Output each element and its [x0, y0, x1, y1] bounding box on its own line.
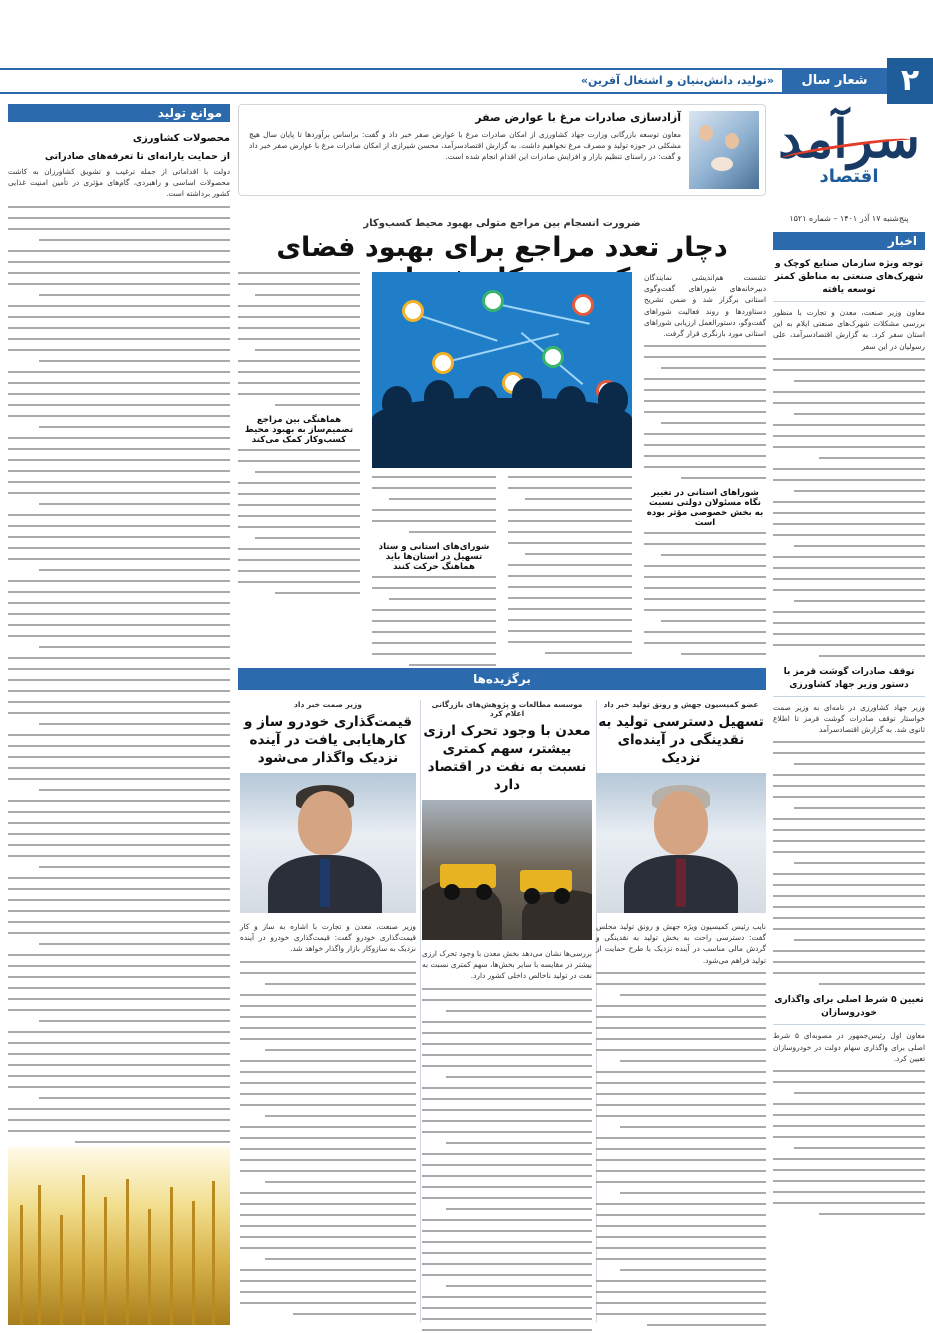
text-lines [773, 741, 925, 985]
text-lines [8, 206, 230, 1143]
lead-story-title[interactable]: آزادسازی صادرات مرغ با عوارض صفر [475, 111, 681, 124]
column-header: موانع تولید [8, 104, 230, 122]
pick-story[interactable] [596, 700, 766, 1322]
pick-lead: بررسی‌ها نشان می‌دهد بخش معدن با وجود تحرک ارزی بیشتر در مقایسه با سایر بخش‌ها، سهم کمتری نسبت به نفت در تولید ناخالص داخلی کشور دارد. [422, 949, 592, 981]
news-column [773, 232, 925, 1325]
main-kicker: ضرورت انسجام بین مراجع متولی بهبود محیط کسب‌وکار [363, 218, 641, 229]
article-subhead: هماهنگی بین مراجع تصمیم‌ساز به بهبود محیط کسب‌وکار کمک می‌کند [244, 415, 354, 445]
news-column-header: اخبار [773, 232, 925, 250]
news-item[interactable] [773, 994, 925, 1215]
page-number: ۲ [887, 58, 933, 104]
pick-source: عضو کمیسیون جهش و رونق تولید خبر داد [603, 700, 759, 709]
text-lines [508, 476, 632, 654]
poultry-factory-photo [689, 111, 759, 189]
article-column [508, 476, 632, 663]
news-item-title[interactable]: تعیین ۵ شرط اصلی برای واگذاری خودروسازان [773, 994, 925, 1025]
lead-story-box[interactable] [238, 104, 766, 196]
text-lines [644, 532, 766, 655]
pick-title[interactable]: معدن با وجود تحرک ارزی بیشتر، سهم کمتری نسبت به نفت در اقتصاد دارد [423, 723, 591, 793]
logo-main-text: سرآمد [778, 109, 920, 170]
text-lines [372, 576, 496, 666]
text-lines [773, 358, 925, 657]
slogan: «تولید، دانش‌بنیان و اشتغال آفرین» [0, 68, 782, 94]
minister-portrait-photo [240, 773, 416, 913]
news-item[interactable] [773, 258, 925, 657]
text-lines [596, 972, 766, 1326]
official-portrait-photo [596, 773, 766, 913]
pick-title[interactable]: تسهیل دسترسی تولید به نقدینگی در آینده‌ای نزدیک [598, 714, 764, 766]
column-subtitle: از حمایت یارانه‌ای تا تعرفه‌های صادراتی [44, 151, 230, 162]
text-lines [372, 476, 496, 533]
news-item-lead: معاون وزیر صنعت، معدن و تجارت با منظور بررسی مشکلات شهرک‌های صنعتی ایلام به این استان سفر کرد. به گزارش اقتصادسرآمد، علی رسولیان در این سفر [773, 308, 925, 351]
pick-title[interactable]: قیمت‌گذاری خودرو ساز و کارهایابی یافت در آینده نزدیک واگذار می‌شود [243, 714, 412, 766]
pick-source: وزیر صمت خبر داد [294, 700, 362, 709]
mining-trucks-photo [422, 800, 592, 940]
text-lines [644, 345, 766, 479]
news-item-title[interactable]: توجه ویژه سازمان صنایع کوچک و شهرک‌های صنعتی به مناطق کمتر توسعه یافته [773, 258, 925, 302]
wheat-field-photo [8, 1147, 230, 1325]
article-lead: تشست هم‌اندیشی نمایندگان دبیرخانه‌های شوراهای گفت‌وگوی استانی برگزار شد و ضمن تشریح دستاوردها و روند فعالیت شوراهای گفت‌وگو، دستورالعمل ارزیابی شوراهای استانی مورد بازنگری قرار گرفت. [644, 273, 766, 339]
column-divider [420, 700, 421, 1322]
text-lines [240, 961, 416, 1315]
pick-source: موسسه مطالعات و پژوهش‌های بازرگانی اعلام کرد [431, 700, 583, 718]
news-item-title[interactable]: توقف صادرات گوشت قرمز با دستور وزیر جهاد کشاورزی [773, 666, 925, 697]
logo-sub-text: اقتصاد [819, 166, 879, 187]
news-item-lead: وزیر جهاد کشاورزی در نامه‌ای به وزیر صمت خواستار توقف صادرات گوشت قرمز تا اطلاع ثانوی شد. به گزارش اقتصادسرآمد [773, 702, 925, 735]
article-subhead: شورای‌های استانی و ستاد تسهیل در استان‌ها باید هماهنگ حرکت کنند [378, 542, 490, 572]
masthead-logo[interactable] [773, 108, 925, 228]
text-lines [422, 988, 592, 1333]
network-people-illustration [372, 272, 632, 468]
dateline: پنج‌شنبه ۱۷ آذر ۱۴۰۱ – شماره ۱۵۲۱ [789, 214, 909, 223]
article-subhead: شوراهای استانی در تغییر نگاه مسئولان دولتی نسبت به بخش خصوصی مؤثر بوده است [646, 488, 764, 529]
pick-lead: نایب رئیس کمیسیون ویژه جهش و رونق تولید مجلس گفت: دسترسی راحت به بخش تولید به نقدینگی و گردش مالی مناسب در آینده نزدیک با طرح حمایت از تولید فراهم می‌شود. [596, 922, 766, 965]
picks-header: برگزیده‌ها [238, 668, 766, 690]
pick-story[interactable] [240, 700, 416, 1322]
top-bar [0, 58, 933, 104]
lead-story-body: معاون توسعه بازرگانی وزارت جهاد کشاورزی از امکان صادرات مرغ با عوارض صفر خبر داد و گفت: براساس برآوردها تا پایان سال هیچ مشکلی در حوزه تولید و مصرف مرغ نخواهیم داشت. به گزارش اقتصادسرآمد، محسن شیرازی از امکان صادرات مرغ با عوارض صفر خبر داد و گفت: در راستای تنظیم بازار و افزایش صادرات این اقدام انجام شده است. [249, 130, 681, 162]
pick-lead: وزیر صنعت، معدن و تجارت با اشاره به ساز و کار قیمت‌گذاری خودرو گفت: قیمت‌گذاری خودرو در آینده نزدیک به سازوکار بازار واگذار خواهد شد. [240, 922, 416, 954]
article-column [644, 272, 766, 664]
text-lines [773, 1070, 925, 1215]
column-lead: دولت با اقداماتی از جمله ترغیب و تشویق کشاورزان به کاشت محصولات اساسی و راهبردی، گام‌های مؤثری در تأمین امنیت غذایی کشور برداشته است. [8, 167, 230, 199]
article-lower-block [372, 476, 632, 664]
news-item[interactable] [773, 666, 925, 986]
section-label: شعار سال [782, 68, 887, 94]
column-title[interactable]: محصولات کشاورزی [132, 133, 230, 144]
article-column [238, 272, 360, 664]
article-column [372, 476, 496, 675]
text-lines [238, 272, 360, 406]
news-item-lead: معاون اول رئیس‌جمهور در مصوبه‌ای ۵ شرط اصلی برای واگذاری سهام دولت در خودروسازان تعیین کرد. [773, 1031, 925, 1063]
text-lines [238, 449, 360, 594]
main-article [238, 272, 766, 668]
production-barriers-column [8, 104, 230, 1325]
pick-story[interactable] [422, 700, 592, 1322]
main-headline[interactable]: دچار تعدد مراجع برای بهبود فضای [276, 232, 728, 263]
